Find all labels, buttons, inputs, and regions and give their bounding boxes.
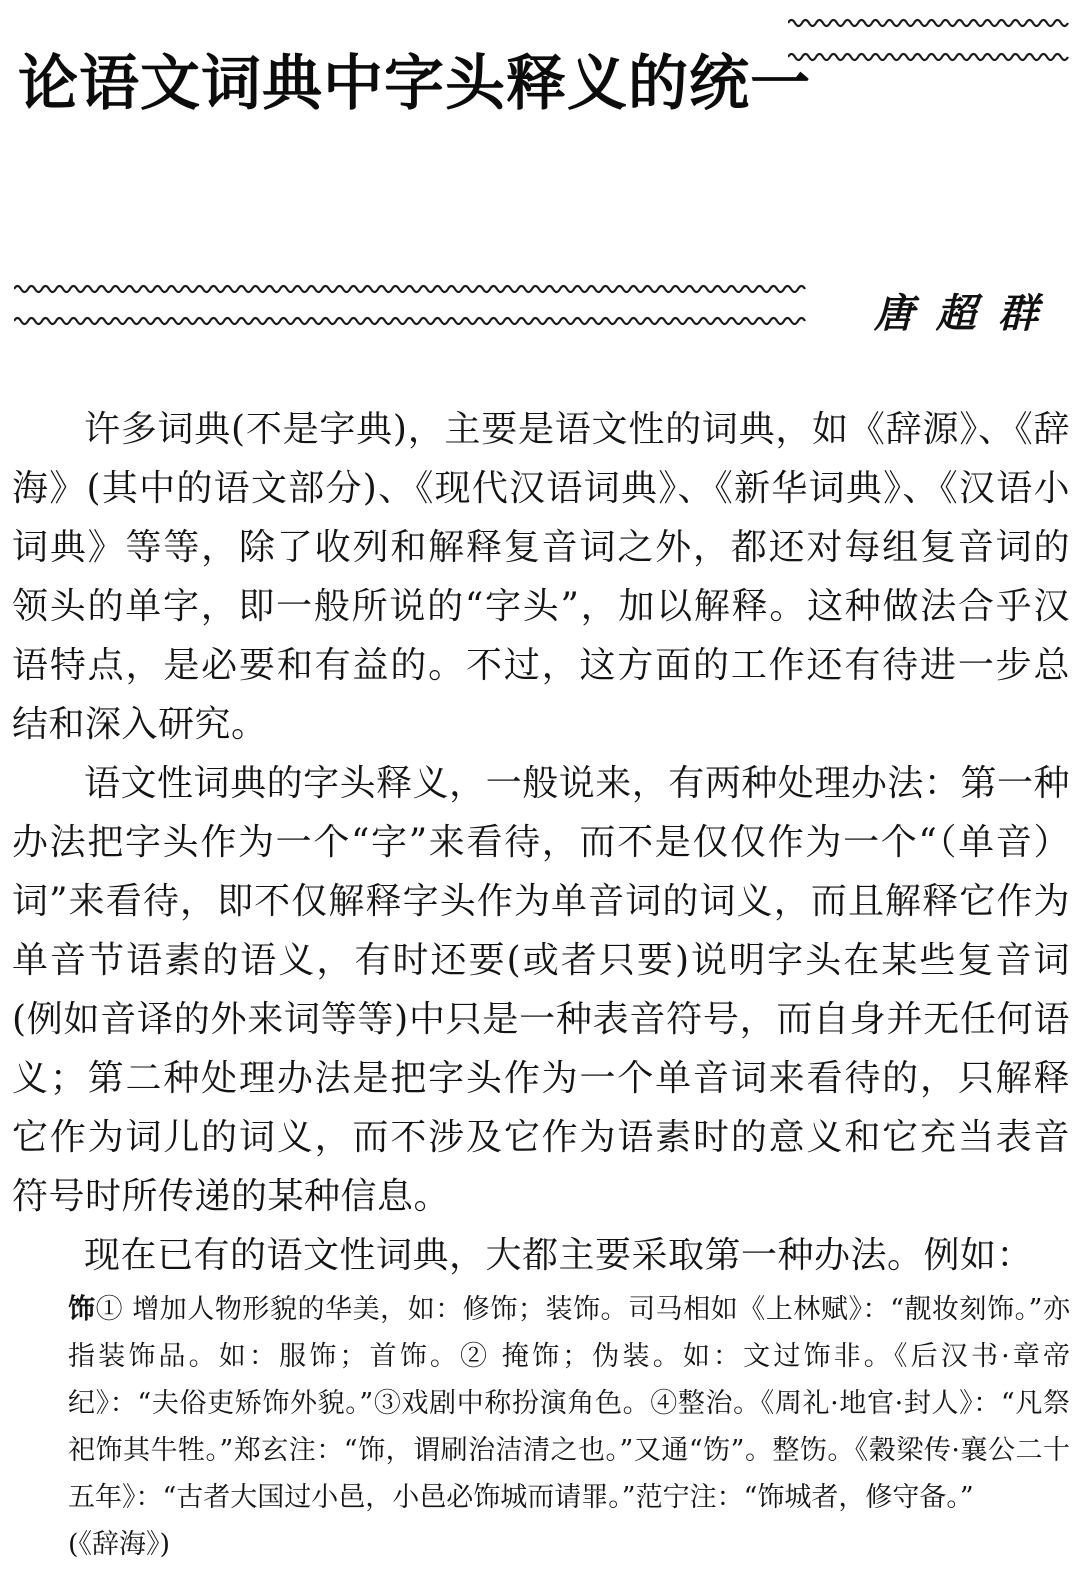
example-definition: ① 增加人物形貌的华美，如：修饰；装饰。司马相如《上林赋》：“靓妆刻饰。”亦指装饰品。如：服饰；首饰。② 掩饰；伪装。如：文过饰非。《后汉书·章帝纪》：“夫俗吏矫饰外貌。”③戏剧中称扮演角色。④整治。《周礼·地官·封人》：“凡祭祀饰其牛牲。”郑玄注：“饰，谓刷治洁清之也。”又通“饬”。整饬。《穀梁传·襄公二十五年》：“古者大国过小邑，小邑必饰城而请罪。”范宁注：“饰城者，修守备。” [68, 1294, 1071, 1513]
article-title: 论语文词典中字头释义的统一 [18, 49, 811, 120]
body-paragraph-3: 现在已有的语文性词典，大都主要采取第一种办法。例如： [84, 1235, 1034, 1276]
example-entry [68, 1286, 1070, 1568]
author-wave-rule-lower [14, 314, 810, 328]
dictionary-example [68, 1286, 1070, 1568]
author-wave-rule-upper [14, 282, 810, 296]
article-body [12, 400, 1070, 1285]
title-wave-rule-lower [788, 50, 1070, 64]
body-paragraph-1: 许多词典(不是字典)，主要是语文性的词典，如《辞源》、《辞海》(其中的语文部分)、《现代汉语词典》、《新华词典》、《汉语小词典》等等，除了收列和解释复音词之外，都还对每组复音词的领头的单字，即一般所说的“字头”，加以解释。这种做法合乎汉语特点，是必要和有益的。不过，这方面的工作还有待进一步总结和深入研究。 [12, 409, 1070, 745]
example-headword: 饰 [68, 1294, 96, 1325]
body-paragraph-2: 语文性词典的字头释义，一般说来，有两种处理办法：第一种办法把字头作为一个“字”来看待，而不是仅仅作为一个“（单音）词”来看待，即不仅解释字头作为单音词的词义，而且解释它作为单音节语素的语义，有时还要(或者只要)说明字头在某些复音词(例如音译的外来词等等)中只是一种表音符号，而自身并无任何语义；第二种处理办法是把字头作为一个单音词来看待的，只解释它作为词儿的词义，而不涉及它作为语素时的意义和它充当表音符号时所传递的某种信息。 [12, 763, 1070, 1217]
example-source: (《辞海》) [68, 1529, 171, 1560]
title-wave-rule-upper [788, 16, 1070, 30]
article-author: 唐超群 [874, 290, 1060, 337]
